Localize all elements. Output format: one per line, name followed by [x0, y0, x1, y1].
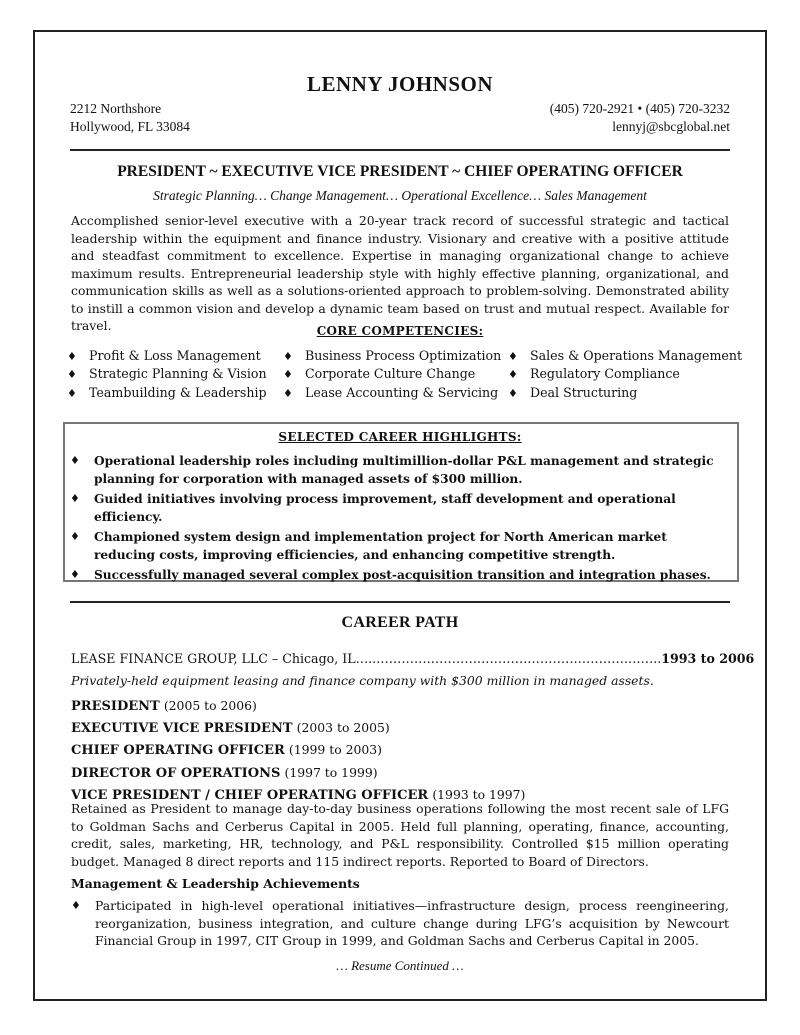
competency-item: [283, 384, 501, 402]
role-years: (1997 to 1999): [284, 764, 378, 780]
competency-label: Regulatory Compliance: [530, 366, 680, 382]
competencies-column-3: [508, 347, 742, 402]
diamond-bullet-icon: ♦: [283, 368, 293, 382]
address-block: [70, 100, 190, 136]
role-years: (2005 to 2006): [163, 698, 257, 713]
competency-label: Sales & Operations Management: [530, 348, 743, 363]
competency-item: [508, 384, 742, 402]
highlight-item: [70, 452, 726, 488]
highlight-text: Championed system design and implementation project for North American market reducing costs, improving efficiencies, and enhancing competitive strength.: [94, 530, 667, 562]
achievement-item: [71, 897, 729, 950]
diamond-bullet-icon: ♦: [70, 492, 80, 505]
resume-continued-note: … Resume Continued …: [336, 958, 464, 973]
diamond-bullet-icon: ♦: [67, 386, 77, 400]
role-years: (2003 to 2005): [296, 720, 390, 736]
competency-item: [508, 365, 742, 383]
diamond-bullet-icon: ♦: [508, 350, 518, 363]
competency-label: Strategic Planning & Vision: [89, 366, 267, 382]
role-entry: [71, 717, 525, 739]
professional-summary: Accomplished senior-level executive with a 20-year track record of successful strategic and tactical leadership within the equipment and finance industry. Visionary and creative with a positive attitude and steadfast commitment to excellence. Expertise in managing organizational change to achieve maximum results. Entrepreneurial leadership style with highly effective planning, organizational, and communication skills as well as a solutions-oriented approach to problem-solving. Demonstrated ability to instill a common vision and develop a dynamic team based on trust and mutual respect. Available for travel.: [71, 213, 729, 333]
roles-list: [71, 695, 525, 806]
competency-item: [67, 347, 267, 365]
career-highlights-list: [70, 452, 726, 586]
company-description: Privately-held equipment leasing and finance company with $300 million in managed assets.: [71, 673, 654, 688]
career-highlights-title: SELECTED CAREER HIGHLIGHTS:: [278, 430, 522, 444]
contact-block: [550, 100, 730, 136]
company-line: [71, 651, 755, 666]
role-entry: [71, 762, 525, 784]
core-competencies-title: CORE COMPETENCIES:: [316, 324, 484, 338]
diamond-bullet-icon: ♦: [70, 568, 80, 581]
tagline: Strategic Planning… Change Management… Operational Excellence… Sales Management: [153, 188, 647, 203]
competency-item: [508, 347, 742, 365]
diamond-bullet-icon: ♦: [67, 368, 77, 382]
competency-label: Lease Accounting & Servicing: [305, 384, 499, 400]
role-title: DIRECTOR OF OPERATIONS: [71, 765, 281, 781]
diamond-bullet-icon: ♦: [283, 386, 293, 400]
highlight-text: Guided initiatives involving process improvement, staff development and operational efficiency.: [94, 492, 676, 524]
diamond-bullet-icon: ♦: [70, 530, 80, 543]
diamond-bullet-icon: ♦: [71, 899, 81, 912]
competency-label: Business Process Optimization: [305, 348, 502, 363]
competency-label: Teambuilding & Leadership: [89, 384, 267, 400]
diamond-bullet-icon: ♦: [283, 350, 293, 363]
role-description: Retained as President to manage day-to-day business operations following the most recent sale of LFG to Goldman Sachs and Cerberus Capital in 2005. Held full planning, operating, finance, accounting, credit, sales, marketing, HR, technology, and P&L responsibility. Controlled $15 million operating budget. Managed 8 direct reports and 115 indirect reports. Reported to Board of Directors.: [71, 801, 729, 869]
career-path-title: CAREER PATH: [341, 614, 459, 631]
role-title: CHIEF OPERATING OFFICER: [71, 743, 285, 759]
competency-item: [283, 365, 501, 383]
headline-titles: PRESIDENT ~ EXECUTIVE VICE PRESIDENT ~ CHIEF OPERATING OFFICER: [117, 163, 683, 180]
highlight-item: [70, 490, 726, 526]
career-divider: [70, 601, 730, 603]
employment-dates: 1993 to 2006: [661, 651, 755, 666]
role-years: (1999 to 2003): [288, 742, 382, 758]
achievement-text: Participated in high-level operational initiatives—infrastructure design, process reengineering, reorganization, business integration, and culture change during LFG’s acquisition by Newcourt Financial Group in 1997, CIT Group in 1999, and Goldman Sachs and Cerberus Capital in 2005.: [95, 898, 729, 948]
role-title: EXECUTIVE VICE PRESIDENT: [71, 721, 293, 737]
diamond-bullet-icon: ♦: [70, 454, 80, 467]
competency-item: [283, 347, 501, 365]
header-divider: [70, 149, 730, 151]
company-name: LEASE FINANCE GROUP, LLC – Chicago, IL: [71, 651, 356, 666]
role-title: VICE PRESIDENT / CHIEF OPERATING OFFICER: [71, 787, 429, 803]
role-entry: [71, 695, 525, 717]
highlight-text: Successfully managed several complex post-acquisition transition and integration phases.: [94, 568, 711, 582]
highlight-text: Operational leadership roles including multimillion-dollar P&L management and strategic planning for corporation with managed assets of $300 million.: [94, 454, 714, 486]
role-title: PRESIDENT: [71, 699, 160, 714]
competency-label: Deal Structuring: [530, 384, 638, 400]
diamond-bullet-icon: ♦: [508, 368, 518, 382]
email-address: lennyj@sbcglobal.net: [612, 119, 730, 134]
competency-item: [67, 384, 267, 402]
highlight-item: [70, 528, 726, 564]
role-entry: [71, 739, 525, 761]
competency-label: Corporate Culture Change: [305, 366, 476, 382]
address-line-1: 2212 Northshore: [70, 101, 162, 116]
achievements-title: Management & Leadership Achievements: [71, 876, 360, 891]
leader-dots: …..…………………………………………………………..: [355, 651, 662, 666]
highlight-item: [70, 566, 726, 584]
competency-item: [67, 365, 267, 383]
diamond-bullet-icon: ♦: [508, 386, 518, 400]
candidate-name: LENNY JOHNSON: [307, 72, 493, 96]
competencies-column-1: [67, 347, 267, 402]
role-years: (1993 to 1997): [432, 786, 526, 802]
competencies-column-2: [283, 347, 501, 402]
competency-label: Profit & Loss Management: [89, 348, 261, 363]
diamond-bullet-icon: ♦: [67, 350, 77, 363]
address-line-2: Hollywood, FL 33084: [70, 119, 190, 134]
phone-numbers: (405) 720-2921 • (405) 720-3232: [549, 101, 730, 116]
